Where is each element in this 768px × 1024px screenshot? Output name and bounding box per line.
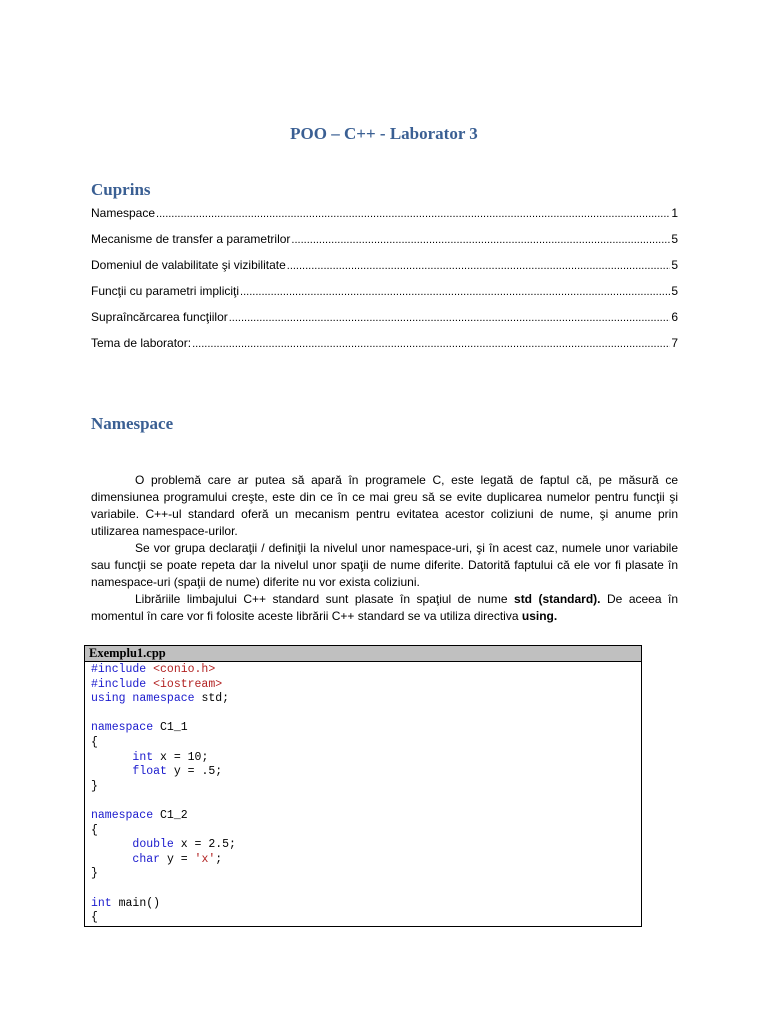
toc-entry-label: Domeniul de valabilitate şi vizibilitate bbox=[91, 258, 286, 272]
code-line bbox=[91, 794, 641, 809]
paragraph: Se vor grupa declaraţii / definiţii la nivelul unor namespace-uri, şi în acest caz, numele unor variabile sau funcţii se poate repeta dar la nivelul unor spaţii de nume diferite. Datorită faptului că ele vor fi plasate în namespace-uri (spaţii de nume) diferite nu vor exista coliziuni. bbox=[91, 541, 678, 589]
code-line: { bbox=[91, 735, 98, 749]
code-line: using namespace std; bbox=[91, 692, 230, 706]
paragraph: Librăriile limbajului C++ standard sunt plasate în spaţiul de nume std (standard). De aceea în momentul în care vor fi folosite aceste librării C++ standard se va utiliza directiva using. bbox=[91, 592, 679, 623]
table-of-contents bbox=[91, 206, 678, 362]
toc-leader-dots bbox=[229, 311, 671, 325]
toc-entry[interactable] bbox=[91, 206, 678, 232]
code-line: #include <conio.h> bbox=[91, 663, 216, 676]
toc-entry-label: Supraîncărcarea funcţiilor bbox=[91, 310, 228, 324]
code-line: #include <iostream> bbox=[91, 677, 223, 691]
code-line: { bbox=[91, 911, 98, 925]
code-line: int main() bbox=[91, 896, 161, 910]
section-body bbox=[91, 472, 678, 625]
code-filename: Exemplu1.cpp bbox=[85, 646, 641, 662]
toc-entry-page: 5 bbox=[671, 284, 678, 298]
code-line bbox=[91, 882, 641, 897]
toc-entry-label: Namespace bbox=[91, 206, 156, 220]
toc-entry-label: Tema de laborator: bbox=[91, 336, 192, 350]
code-line: int x = 10; bbox=[132, 750, 209, 764]
code-line bbox=[91, 707, 641, 722]
toc-leader-dots bbox=[240, 285, 670, 299]
toc-entry[interactable] bbox=[91, 258, 678, 284]
toc-heading: Cuprins bbox=[91, 180, 151, 199]
section-heading-namespace: Namespace bbox=[91, 414, 174, 433]
toc-leader-dots bbox=[291, 233, 670, 247]
code-example-box bbox=[84, 645, 642, 927]
code-line: namespace C1_1 bbox=[91, 721, 188, 735]
code-line: double x = 2.5; bbox=[132, 838, 236, 852]
toc-entry-page: 5 bbox=[671, 232, 678, 246]
toc-leader-dots bbox=[287, 259, 671, 273]
code-line: float y = .5; bbox=[132, 765, 223, 779]
toc-entry-page: 5 bbox=[671, 258, 678, 272]
toc-entry-page: 1 bbox=[671, 206, 678, 220]
toc-leader-dots bbox=[192, 337, 670, 351]
toc-entry[interactable] bbox=[91, 310, 678, 336]
code-line: } bbox=[91, 779, 98, 793]
toc-entry[interactable] bbox=[91, 284, 678, 310]
paragraph: O problemă care ar putea să apară în programele C, este legată de faptul că, pe măsură ce dimensiunea programului creşte, este din ce în ce mai greu să se evite duplicarea numelor pentru funcţii şi variabile. C++-ul standard oferă un mecanism pentru evitatea acestor coliziuni de nume, şi anume prin utilizarea namespace-urilor. bbox=[91, 473, 678, 538]
toc-leader-dots bbox=[156, 207, 670, 221]
toc-entry-label: Mecanisme de transfer a parametrilor bbox=[91, 232, 291, 246]
code-line: namespace C1_2 bbox=[91, 808, 188, 822]
toc-entry[interactable] bbox=[91, 336, 678, 362]
code-line: } bbox=[91, 867, 98, 881]
code-line: char y = 'x'; bbox=[132, 852, 223, 866]
toc-entry-page: 7 bbox=[671, 336, 678, 350]
toc-entry-page: 6 bbox=[671, 310, 678, 324]
toc-entry-label: Funcţii cu parametri impliciţi bbox=[91, 284, 240, 298]
toc-entry[interactable] bbox=[91, 232, 678, 258]
code-line: { bbox=[91, 823, 98, 837]
document-title: POO – C++ - Laborator 3 bbox=[290, 124, 478, 143]
code-listing bbox=[85, 662, 641, 926]
